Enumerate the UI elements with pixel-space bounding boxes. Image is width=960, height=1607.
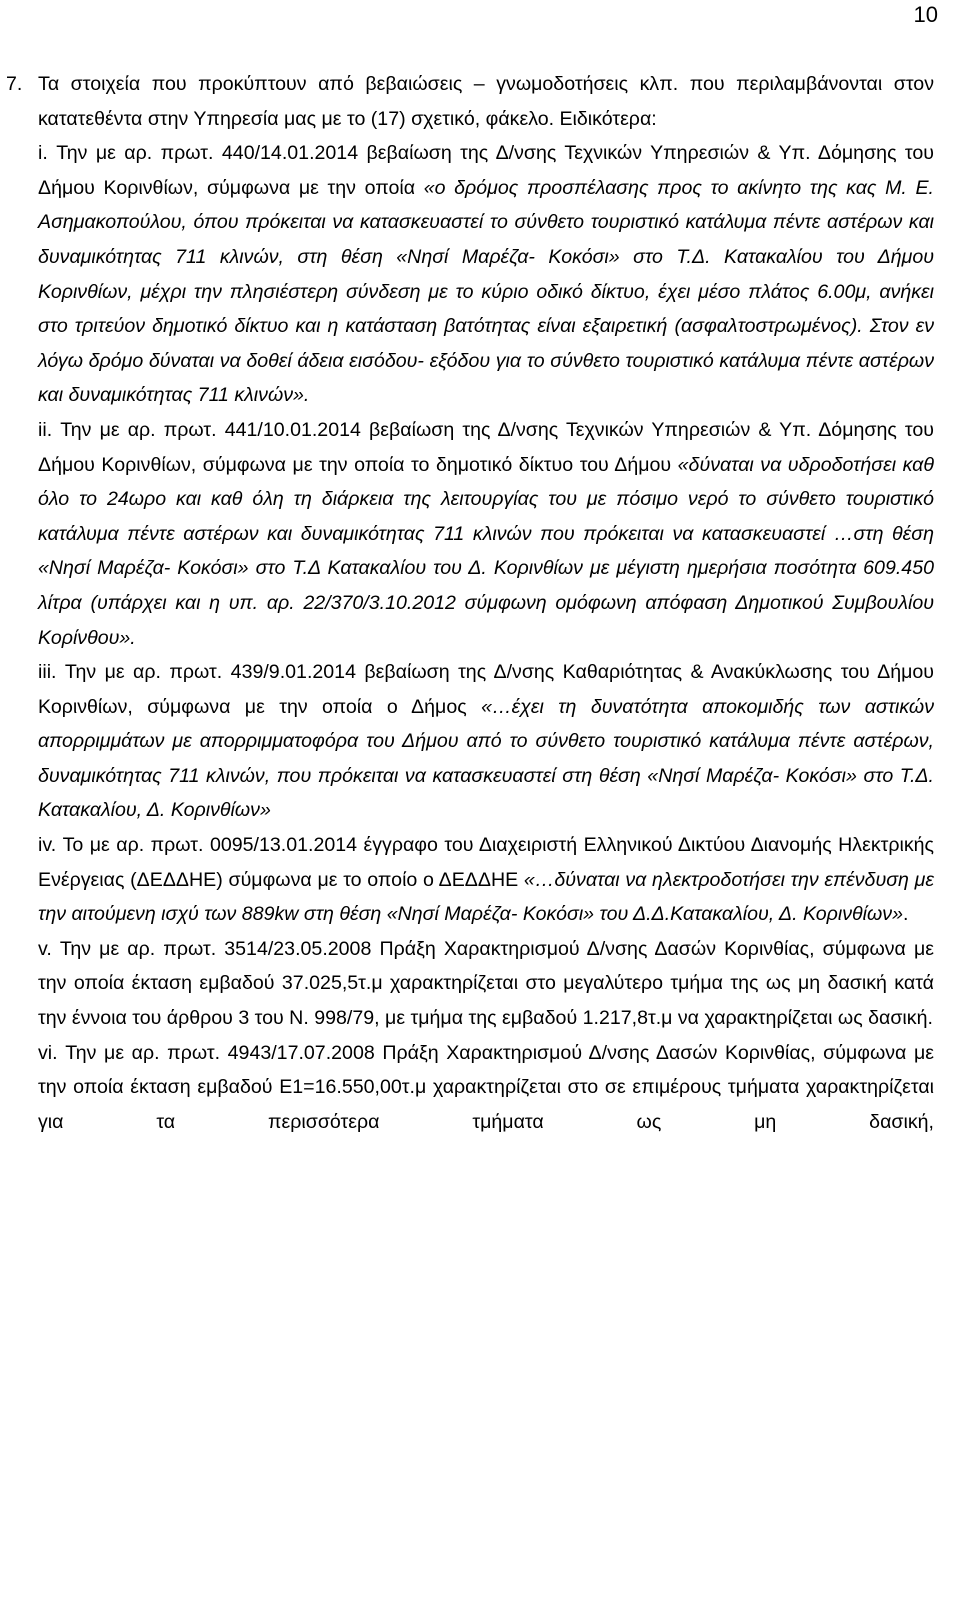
item-iii bbox=[38, 655, 934, 828]
item-iv-quote: «…δύναται να ηλεκτροδοτήσει την επένδυση με την αιτούμενη ισχύ των 889kw στη θέση «Νησί Μαρέζα- Κοκόσι» του Δ.Δ.Κατακαλίου, Δ. Κορινθίων» bbox=[38, 868, 934, 926]
item-i-lead: i. Την με αρ. πρωτ. 440/14.01.2014 βεβαίωση της Δ/νσης Τεχνικών Υπηρεσιών & Υπ. Δόμησης του Δήμου Κορινθίων, σύμφωνα με την οποία bbox=[38, 142, 934, 199]
item-v-lead: v. Την με αρ. πρωτ. 3514/23.05.2008 Πράξη Χαρακτηρισμού Δ/νσης Δασών Κορινθίας, σύμφωνα με την οποία έκταση εμβαδού 37.025,5τ.μ χαρακτηρίζεται στο μεγαλύτερο τμήμα της ως μη δασική κατά την έννοια του άρθρου 3 του Ν. 998/79, με τμήμα της εμβαδού 1.217,8τ.μ να χαρακτηρίζεται ως δασική. bbox=[38, 937, 934, 1030]
item-iv-lead: iv. Το με αρ. πρωτ. 0095/13.01.2014 έγγραφο του Διαχειριστή Ελληνικού Δικτύου Διανομής Ηλεκτρικής Ενέργειας (ΔΕΔΔΗΕ) σύμφωνα με το οποίο ο ΔΕΔΔΗΕ bbox=[38, 834, 934, 891]
item-ii-lead: ii. Την με αρ. πρωτ. 441/10.01.2014 βεβαίωση της Δ/νσης Τεχνικών Υπηρεσιών & Υπ. Δόμησης του Δήμου Κορινθίων, σύμφωνα με την οποία το δημοτικό δίκτυο του Δήμου bbox=[38, 418, 934, 476]
item-i bbox=[38, 136, 934, 413]
page-number: 10 bbox=[913, 2, 938, 27]
item-v bbox=[38, 932, 934, 1036]
item-ii bbox=[38, 413, 934, 655]
item-ii-quote: «δύναται να υδροδοτήσει καθ όλο το 24ωρο και καθ όλη τη διάρκεια της λειτουργίας του με πόσιμο νερό το σύνθετο τουριστικό κατάλυμα πέντε αστέρων και δυναμικότητας 711 κλινών που πρόκειται να κατασκευαστεί …στη θέση «Νησί Μαρέζα- Κοκόσι» στο Τ.Δ Κατακαλίου του Δ. Κορινθίων με μέγιστη ημερήσια ποσότητα 609.450 λίτρα (υπάρχει και η υπ. αρ. 22/370/3.10.2012 σύμφωνη ομόφωνη απόφαση Δημοτικού Συμβουλίου Κορίνθου». bbox=[38, 453, 934, 649]
item-i-quote: «ο δρόμος προσπέλασης προς το ακίνητο της κας Μ. Ε. Ασημακοπούλου, όπου πρόκειται να κατασκευαστεί το σύνθετο τουριστικό κατάλυμα πέντε αστέρων και δυναμικότητας 711 κλινών, στη θέση «Νησί Μαρέζα- Κοκόσι» στο Τ.Δ. Κατακαλίου του Δήμου Κορινθίων, μέχρι την πλησιέστερη σύνδεση με το κύριο οδικό δίκτυο, έχει μέσο πλάτος 6.00μ, ανήκει στο τριτεύον δημοτικό δίκτυο και η κατάσταση βατότητας είναι εξαιρετική (ασφαλτοστρωμένος). Στον εν λόγω δρόμο δύναται να δοθεί άδεια εισόδου- εξόδου για το σύνθετο τουριστικό κατάλυμα πέντε αστέρων και δυναμικότητας 711 κλινών». bbox=[38, 176, 934, 407]
item-iii-lead: iii. Την με αρ. πρωτ. 439/9.01.2014 βεβαίωση της Δ/νσης Καθαριότητας & Ανακύκλωσης του Δήμου Κορινθίων, σύμφωνα με την οποία ο Δήμος bbox=[38, 661, 934, 718]
item-iv-tail: . bbox=[903, 903, 909, 926]
item-vi-lead: vi. Την με αρ. πρωτ. 4943/17.07.2008 Πράξη Χαρακτηρισμού Δ/νσης Δασών Κορινθίας, σύμφωνα με την οποία έκταση εμβαδού Ε1=16.550,00τ.μ χαρακτηρίζεται στο σε επιμέρους τμήματα χαρακτηρίζεται για τα περισσότερα τμήματα ως μη δασική, bbox=[38, 1041, 934, 1133]
item-iv bbox=[38, 828, 934, 932]
item-vi bbox=[38, 1036, 934, 1140]
document-body bbox=[6, 67, 934, 1139]
intro-paragraph bbox=[6, 67, 934, 136]
item-iii-quote: «…έχει τη δυνατότητα αποκομιδής των αστικών απορριμμάτων με απορριμματοφόρα του Δήμου από το σύνθετο τουριστικό κατάλυμα πέντε αστέρων, δυναμικότητας 711 κλινών, που πρόκειται να κατασκευαστεί στη θέση «Νησί Μαρέζα- Κοκόσι» στο Τ.Δ. Κατακαλίου, Δ. Κορινθίων» bbox=[38, 695, 934, 822]
intro-text: Τα στοιχεία που προκύπτουν από βεβαιώσεις – γνωμοδοτήσεις κλπ. που περιλαμβάνονται στον κατατεθέντα στην Υπηρεσία μας με το (17) σχετικό, φάκελο. Ειδικότερα: bbox=[38, 73, 934, 130]
intro-number: 7. bbox=[6, 73, 23, 95]
